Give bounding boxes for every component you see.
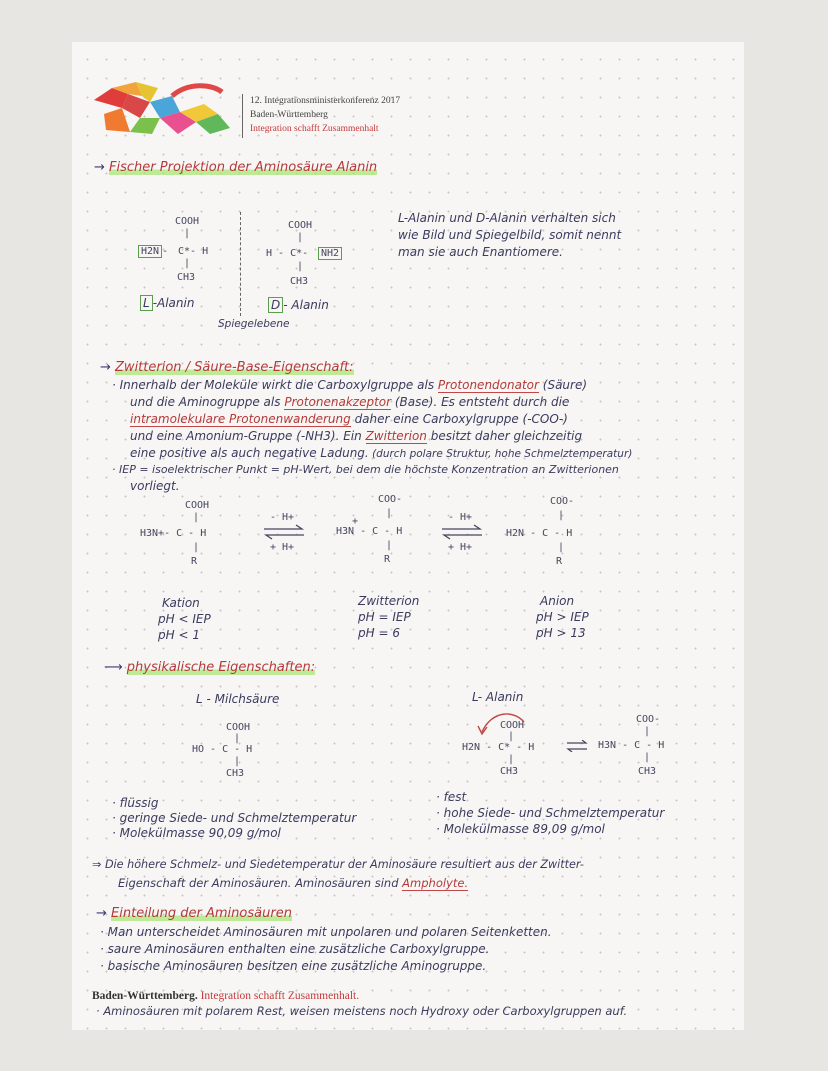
l-alanin-ch3: CH3 [177,272,196,283]
zwitterion-line-2: und die Aminogruppe als Protonenakzeptor (Base). Es entsteht durch die [130,395,570,409]
section4-heading: → Einteilung der Aminosäuren [96,906,292,921]
conference-title: 12. Integrationsministerkonferenz 2017 [250,96,401,106]
zwitterion-top: COO- [378,494,403,505]
anion-bond: | [558,510,565,521]
cation-ph1: pH < IEP [158,612,211,626]
classification-item-1: · Man unterscheidet Aminosäuren mit unpolaren und polaren Seitenketten. [100,925,552,939]
zwitterion-label: Zwitterion [358,594,420,608]
zwitterion-r: R [384,554,391,565]
zwitterion-line-1: · Innerhalb der Moleküle wirkt die Carboxylgruppe als Protonendonator (Säure) [112,378,588,392]
milchsaeure-top: COOH [226,722,251,733]
zwitterion-ph2: pH = 6 [358,626,400,640]
milchsaeure-mid: HO - C - H [192,744,253,755]
d-alanin-nh2: NH2 [318,248,342,259]
anion-top: COO- [550,496,575,507]
alanin-top: COOH [500,720,525,731]
conclusion-line-2: Eigenschaft der Aminosäuren. Aminosäuren sind Ampholyte. [118,876,469,890]
alanin2-bond: | [644,726,651,737]
milchsaeure-bond: | [234,733,241,744]
zwitterion-plus: + [352,516,359,527]
mirror-plane [240,212,241,316]
milchsaeure-prop-1: · flüssig [112,796,159,810]
iep-definition-2: vorliegt. [130,479,180,493]
anion-r: R [556,556,563,567]
milchsaeure-ch3: CH3 [226,768,245,779]
section3-heading: ⟶ physikalische Eigenschaften: [104,660,316,675]
alanin2-ch3: CH3 [638,766,657,777]
d-alanin-center: H - C*- [266,248,309,259]
milchsaeure-title: L - Milchsäure [196,692,280,706]
cation-r: R [191,556,198,567]
eq-arrow-2-top: - H+ [448,512,473,523]
anion-mid: H2N - C - H [506,528,573,539]
section2-heading: → Zwitterion / Säure-Base-Eigenschaft: [100,360,354,375]
alanin-bond: | [508,731,515,742]
eq-arrow-1-top: - H+ [270,512,295,523]
equilibrium-arrow-2 [440,524,484,540]
milchsaeure-bond2: | [234,756,241,767]
zwitterion-line-3: intramolekulare Protonenwanderung daher eine Carboxylgruppe (-COO-) [130,412,568,426]
cation-mid: H3N+- C - H [140,528,207,539]
section1-heading: → Fischer Projektion der Aminosäure Alanin [94,160,378,175]
l-alanin-bond: | [184,228,191,239]
alanin-bond2: | [508,754,515,765]
anion-label: Anion [540,594,575,608]
lion-logo [92,78,232,136]
cation-ph2: pH < 1 [158,628,200,642]
alanin-prop-3: · Molekülmasse 89,09 g/mol [436,822,605,836]
slogan: Integration schafft Zusammenhalt [250,124,379,134]
l-alanin-nh2: H2N - [138,246,174,257]
logo-divider [242,94,243,138]
l-alanin-center: C*- H [178,246,209,257]
cation-top: COOH [185,500,210,511]
anion-ph2: pH > 13 [536,626,586,640]
enantiomer-note-2: wie Bild und Spiegelbild, somit nennt [398,228,622,242]
eq-arrow-2-bottom: + H+ [448,542,473,553]
alanin-prop-1: · fest [436,790,467,804]
d-alanin-name: D - Alanin [268,298,329,312]
equilibrium-arrow-1 [262,524,306,540]
d-alanin-bond: | [297,232,304,243]
classification-item-4: · Aminosäuren mit polarem Rest, weisen meistens noch Hydroxy oder Carboxylgruppen auf. [96,1004,628,1018]
enantiomer-note-3: man sie auch Enantiomere. [398,245,563,259]
mirror-label: Spiegelebene [218,318,290,330]
footer-brand: Baden-Württemberg. Integration schafft Zusammenhalt. [92,990,360,1002]
eq-arrow-1-bottom: + H+ [270,542,295,553]
zwitterion-line-5: eine positive als auch negative Ladung. (durch polare Struktur, hohe Schmelztemperatur) [130,446,633,460]
d-alanin-bond2: | [297,261,304,272]
cation-label: Kation [162,596,200,610]
cation-bond: | [193,512,200,523]
alanin2-mid: H3N - C - H [598,740,665,751]
zwitterion-mid: H3N - C - H [336,526,403,537]
l-alanin-name: L -Alanin [140,296,194,310]
l-alanin-bond2: | [184,258,191,269]
alanin-mid: H2N - C* - H [462,742,535,753]
alanin-prop-2: · hohe Siede- und Schmelztemperatur [436,806,665,820]
conclusion-line-1: ⇒ Die höhere Schmelz- und Siedetemperatur der Aminosäure resultiert aus der Zwitter- [92,858,584,871]
d-alanin-ch3: CH3 [290,276,309,287]
milchsaeure-prop-2: · geringe Siede- und Schmelztemperatur [112,811,357,825]
classification-item-3: · basische Aminosäuren besitzen eine zusätzliche Aminogruppe. [100,959,487,973]
alanin-ch3: CH3 [500,766,519,777]
iep-definition: · IEP = isoelektrischer Punkt = pH-Wert, bei dem die höchste Konzentration an Zwitterionen [112,463,619,476]
enantiomer-note-1: L-Alanin und D-Alanin verhalten sich [398,211,616,225]
anion-ph1: pH > IEP [536,610,589,624]
zwitterion-ph1: pH = IEP [358,610,411,624]
alanin2-bond2: | [644,752,651,763]
state-name: Baden-Württemberg [250,110,328,120]
alanin2-top: COO- [636,714,661,725]
cation-bond2: | [193,542,200,553]
l-alanin-title: L- Alanin [472,690,524,704]
zwitterion-bond2: | [386,540,393,551]
l-alanin-top: COOH [175,216,200,227]
anion-bond2: | [558,542,565,553]
zwitterion-line-4: und eine Amonium-Gruppe (-NH3). Ein Zwitterion besitzt daher gleichzeitig [130,429,583,443]
d-alanin-top: COOH [288,220,313,231]
milchsaeure-prop-3: · Molekülmasse 90,09 g/mol [112,826,281,840]
zwitterion-bond: | [386,508,393,519]
equilibrium-arrow-3 [566,740,588,752]
classification-item-2: · saure Aminosäuren enthalten eine zusätzliche Carboxylgruppe. [100,942,490,956]
